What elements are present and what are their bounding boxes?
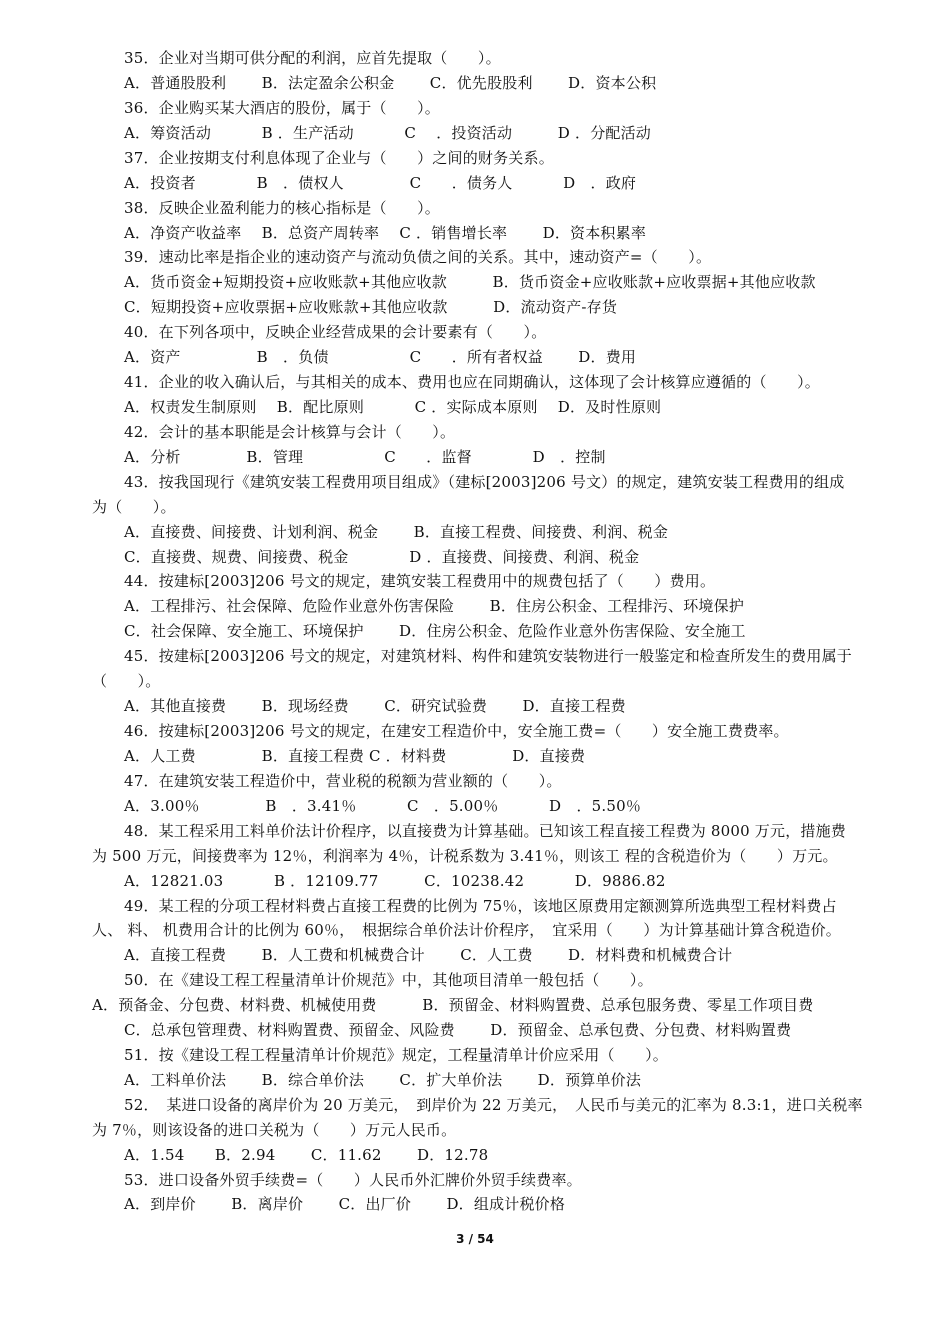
question-50: 50．在《建设工程工程量清单计价规范》中，其他项目清单一般包括（ ）。 [124,971,653,989]
options-47: A．3.00％ B ．3.41％ C ．5.00％ D ．5.50％ [124,797,642,815]
question-49: 49．某工程的分项工程材料费占直接工程费的比例为 75％，该地区原费用定额测算所选典型工程材料费占 [124,897,837,915]
question-45-cont: （ ）。 [92,672,161,690]
page-number: 3 / 54 [456,1232,494,1246]
question-37: 37．企业按期支付利息体现了企业与（ ）之间的财务关系。 [124,149,554,167]
options-35: A．普通股股利 B．法定盈余公积金 C．优先股股利 D．资本公积 [124,74,657,92]
question-35: 35．企业对当期可供分配的利润，应首先提取（ ）。 [124,49,501,67]
question-44: 44．按建标[2003]206 号文的规定，建筑安装工程费用中的规费包括了（ ）费用。 [124,572,716,590]
options-41: A．权责发生制原则 B．配比原则 C ．实际成本原则 D．及时性原则 [124,398,662,416]
options-43-cd: C．直接费、规费、间接费、税金 D ．直接费、间接费、利润、税金 [124,548,640,566]
question-40: 40．在下列各项中，反映企业经营成果的会计要素有（ ）。 [124,323,547,341]
options-49: A．直接工程费 B．人工费和机械费合计 C．人工费 D．材料费和机械费合计 [124,946,733,964]
question-52-cont: 为 7％，则该设备的进口关税为（ ）万元人民币。 [92,1121,457,1139]
options-51: A．工料单价法 B．综合单价法 C．扩大单价法 D．预算单价法 [124,1071,642,1089]
options-44-ab: A．工程排污、社会保障、危险作业意外伤害保险 B．住房公积金、工程排污、环境保护 [124,597,745,615]
question-41: 41．企业的收入确认后，与其相关的成本、费用也应在同期确认，这体现了会计核算应遵循的（ ）。 [124,373,820,391]
question-43: 43．按我国现行《建筑安装工程费用项目组成》（建标[2003]206 号文）的规定，建筑安装工程费用的组成 [124,473,845,491]
question-43-cont: 为（ ）。 [92,498,176,516]
options-43-ab: A．直接费、间接费、计划利润、税金 B．直接工程费、间接费、利润、税金 [124,523,669,541]
question-42: 42．会计的基本职能是会计核算与会计（ ）。 [124,423,456,441]
question-39: 39．速动比率是指企业的速动资产与流动负债之间的关系。其中，速动资产=（ ）。 [124,248,712,266]
question-48: 48．某工程采用工料单价法计价程序，以直接费为计算基础。已知该工程直接工程费为 8000 万元，措施费 [124,822,847,840]
question-38: 38．反映企业盈利能力的核心指标是（ ）。 [124,199,440,217]
options-50-ab: A．预备金、分包费、材料费、机械使用费 B．预留金、材料购置费、总承包服务费、零星工作项目费 [92,996,814,1014]
question-49-cont: 人、 料、 机费用合计的比例为 60％， 根据综合单价法计价程序， 宜采用（ ）为计算基础计算含税造价。 [92,921,841,939]
question-46: 46．按建标[2003]206 号文的规定，在建安工程造价中，安全施工费=（ ）安全施工费费率。 [124,722,789,740]
options-44-cd: C．社会保障、安全施工、环境保护 D．住房公积金、危险作业意外伤害保险、安全施工 [124,622,746,640]
options-36: A．筹资活动 B ．生产活动 C ．投资活动 D ．分配活动 [124,124,652,142]
options-52: A．1.54 B．2.94 C．11.62 D．12.78 [124,1146,489,1164]
options-46: A．人工费 B．直接工程费 C ．材料费 D．直接费 [124,747,586,765]
question-47: 47．在建筑安装工程造价中，营业税的税额为营业额的（ ）。 [124,772,562,790]
question-45: 45．按建标[2003]206 号文的规定，对建筑材料、构件和建筑安装物进行一般鉴定和检查所发生的费用属于 [124,647,852,665]
options-53: A．到岸价 B．离岸价 C．出厂价 D．组成计税价格 [124,1195,566,1213]
options-38: A．净资产收益率 B．总资产周转率 C ．销售增长率 D．资本积累率 [124,224,647,242]
options-37: A．投资者 B ．债权人 C ．债务人 D ．政府 [124,174,637,192]
question-36: 36．企业购买某大酒店的股份，属于（ ）。 [124,99,440,117]
question-48-cont: 为 500 万元，间接费率为 12％，利润率为 4％，计税系数为 3.41％，则该工 程的含税造价为（ ）万元。 [92,847,838,865]
question-53: 53．进口设备外贸手续费=（ ）人民币外汇牌价外贸手续费率。 [124,1171,582,1189]
question-52: 52． 某进口设备的离岸价为 20 万美元， 到岸价为 22 万美元， 人民币与美元的汇率为 8.3:1，进口关税率 [124,1096,863,1114]
options-42: A．分析 B．管理 C ．监督 D ．控制 [124,448,606,466]
question-51: 51．按《建设工程工程量清单计价规范》规定，工程量清单计价应采用（ ）。 [124,1046,668,1064]
options-39-cd: C．短期投资+应收票据+应收账款+其他应收款 D．流动资产-存货 [124,298,618,316]
options-39-ab: A．货币资金+短期投资+应收账款+其他应收款 B．货币资金+应收账款+应收票据+其他应收款 [124,273,816,291]
options-40: A．资产 B ．负债 C ．所有者权益 D．费用 [124,348,637,366]
options-45: A．其他直接费 B．现场经费 C．研究试验费 D．直接工程费 [124,697,626,715]
options-50-cd: C．总承包管理费、材料购置费、预留金、风险费 D．预留金、总承包费、分包费、材料购置费 [124,1021,792,1039]
options-48: A．12821.03 B ．12109.77 C．10238.42 D．9886.82 [124,872,666,890]
